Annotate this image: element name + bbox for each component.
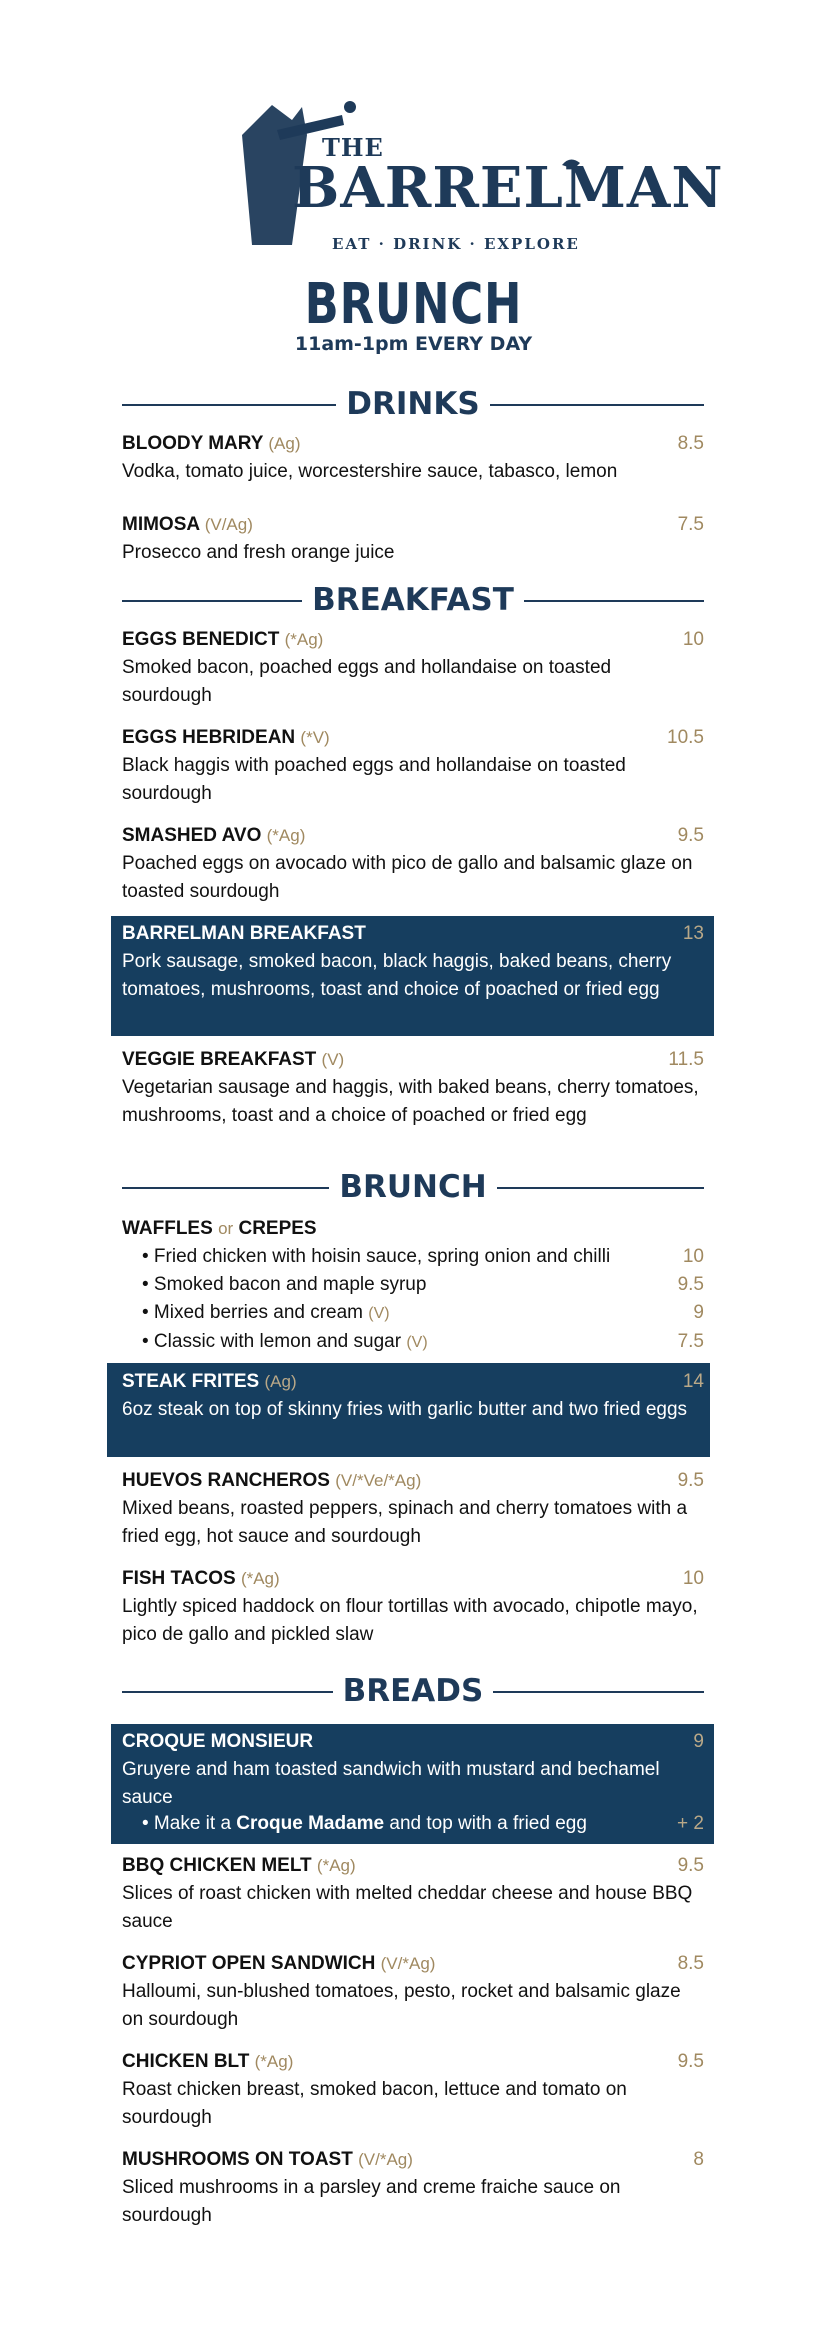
section-header-brunch [122, 1169, 704, 1205]
section-header-drinks [122, 386, 704, 422]
option-text: • Classic with lemon and sugar [142, 1331, 402, 1352]
item-price: 9.5 [677, 1470, 704, 1491]
item-description: Poached eggs on avocado with pico de gallo and balsamic glaze on toasted sourdough [122, 853, 693, 902]
section-title: BREADS [333, 1673, 494, 1709]
page-title: BRUNCH [304, 272, 523, 337]
item-or: or [218, 1219, 234, 1238]
item-name: SMASHED AVO [122, 825, 262, 846]
item-description: Pork sausage, smoked bacon, black haggis, baked beans, cherry tomatoes, mushrooms, toast and choice of poached or fried egg [122, 951, 672, 1000]
item-price: 10 [682, 629, 704, 650]
item-name: CROQUE MONSIEUR [122, 1731, 314, 1752]
item-price: 13 [682, 923, 704, 944]
menu-item-waffles [122, 1216, 704, 1242]
menu-item [122, 627, 704, 710]
option-row [142, 1271, 704, 1299]
item-description: 6oz steak on top of skinny fries with garlic butter and two fried eggs [122, 1399, 688, 1420]
item-name: STEAK FRITES [122, 1371, 260, 1392]
item-price: 11.5 [668, 1049, 704, 1070]
item-name: MIMOSA [122, 514, 200, 535]
logo-name: BARRELMAN [292, 155, 724, 221]
section-title: DRINKS [336, 386, 489, 422]
item-name: VEGGIE BREAKFAST [122, 1049, 317, 1070]
item-name: BBQ CHICKEN MELT [122, 1855, 312, 1876]
item-name: CYPRIOT OPEN SANDWICH [122, 1953, 376, 1974]
option-row [142, 1299, 704, 1328]
item-tag: (*Ag) [266, 826, 306, 845]
item-name: BARRELMAN BREAKFAST [122, 923, 366, 944]
logo-tagline: EAT · DRINK · EXPLORE [332, 235, 580, 253]
item-price: 9 [693, 1731, 704, 1752]
item-price: 8.5 [677, 1953, 704, 1974]
item-name: EGGS HEBRIDEAN [122, 727, 296, 748]
menu-item [122, 2147, 704, 2230]
item-name-alt: CREPES [238, 1218, 317, 1239]
option-text: • Mixed berries and cream [142, 1302, 364, 1323]
item-description: Black haggis with poached eggs and hollandaise on toasted sourdough [122, 755, 626, 804]
item-price: 10 [682, 1568, 704, 1589]
item-description: Prosecco and fresh orange juice [122, 542, 395, 563]
item-price: 9.5 [677, 1855, 704, 1876]
item-tag: (*V) [300, 728, 330, 747]
menu-item [122, 2049, 704, 2132]
item-description: Slices of roast chicken with melted cheddar cheese and house BBQ sauce [122, 1883, 693, 1932]
item-tag: (*Ag) [316, 1856, 356, 1875]
extra-highlight: Croque Madame [236, 1813, 385, 1834]
page-subtitle: 11am-1pm EVERY DAY [294, 333, 533, 355]
menu-item [122, 1468, 704, 1551]
menu-item-featured [122, 1369, 704, 1424]
item-name: HUEVOS RANCHEROS [122, 1470, 330, 1491]
item-name: CHICKEN BLT [122, 2051, 250, 2072]
option-tag: (V) [406, 1334, 428, 1351]
item-description: Lightly spiced haddock on flour tortillas with avocado, chipotle mayo, pico de gallo and pickled slaw [122, 1596, 698, 1645]
menu-item [122, 725, 704, 808]
menu-item [122, 1951, 704, 2034]
option-price: 9 [693, 1302, 704, 1323]
item-name: FISH TACOS [122, 1568, 236, 1589]
menu-item [122, 1566, 704, 1649]
section-header-breakfast [122, 582, 704, 618]
menu-item [122, 823, 704, 906]
menu-item [122, 1047, 704, 1130]
option-row [142, 1328, 704, 1357]
menu-item-featured [122, 921, 704, 1004]
item-description: Vegetarian sausage and haggis, with baked beans, cherry tomatoes, mushrooms, toast and a choice of poached or fried egg [122, 1077, 699, 1126]
item-description: Roast chicken breast, smoked bacon, lettuce and tomato on sourdough [122, 2079, 627, 2128]
option-price: 7.5 [677, 1331, 704, 1352]
item-description: Mixed beans, roasted peppers, spinach and cherry tomatoes with a fried egg, hot sauce and sourdough [122, 1498, 688, 1547]
item-name: WAFFLES [122, 1218, 213, 1239]
item-price: 9.5 [677, 2051, 704, 2072]
section-title: BREAKFAST [302, 582, 524, 618]
option-price: 10 [682, 1246, 704, 1267]
item-description: Sliced mushrooms in a parsley and creme fraiche sauce on sourdough [122, 2177, 621, 2226]
item-tag: (V) [321, 1050, 345, 1069]
item-tag: (V/*Ag) [358, 2150, 413, 2169]
menu-item [122, 512, 704, 567]
section-header-breads [122, 1673, 704, 1709]
section-title: BRUNCH [329, 1169, 496, 1205]
item-price: 14 [682, 1371, 704, 1392]
item-description: Halloumi, sun-blushed tomatoes, pesto, rocket and balsamic glaze on sourdough [122, 1981, 681, 2030]
item-price: 9.5 [677, 825, 704, 846]
extra-price: + 2 [677, 1813, 704, 1834]
extra-text: • Make it a [142, 1813, 237, 1834]
item-tag: (*Ag) [240, 1569, 280, 1588]
item-name: EGGS BENEDICT [122, 629, 280, 650]
croque-extra [142, 1810, 704, 1838]
menu-item [122, 1853, 704, 1936]
item-name: BLOODY MARY [122, 433, 264, 454]
option-tag: (V) [368, 1305, 390, 1322]
option-text: • Fried chicken with hoisin sauce, spring onion and chilli [142, 1246, 611, 1267]
option-text: • Smoked bacon and maple syrup [142, 1274, 427, 1295]
item-tag: (Ag) [264, 1372, 297, 1391]
extra-text-end: and top with a fried egg [384, 1813, 587, 1834]
item-tag: (*Ag) [284, 630, 324, 649]
item-tag: (V/Ag) [204, 515, 253, 534]
logo-the: THE [322, 133, 384, 162]
menu-item [122, 431, 704, 486]
item-tag: (V/*Ag) [380, 1954, 436, 1973]
item-price: 10.5 [667, 727, 704, 748]
item-price: 8 [693, 2149, 704, 2170]
item-price: 7.5 [677, 514, 704, 535]
item-tag: (V/*Ve/*Ag) [335, 1471, 422, 1490]
item-description: Gruyere and ham toasted sandwich with mustard and bechamel sauce [122, 1759, 660, 1808]
waffle-options [142, 1243, 704, 1357]
option-row [142, 1243, 704, 1271]
item-tag: (Ag) [268, 434, 301, 453]
restaurant-logo [232, 95, 724, 260]
item-price: 8.5 [677, 433, 704, 454]
item-name: MUSHROOMS ON TOAST [122, 2149, 353, 2170]
item-description: Vodka, tomato juice, worcestershire sauce, tabasco, lemon [122, 461, 618, 482]
logo-wordmark [292, 133, 724, 221]
item-tag: (*Ag) [254, 2052, 294, 2071]
option-price: 9.5 [677, 1274, 704, 1295]
menu-item-featured [122, 1729, 704, 1812]
item-description: Smoked bacon, poached eggs and hollandaise on toasted sourdough [122, 657, 612, 706]
